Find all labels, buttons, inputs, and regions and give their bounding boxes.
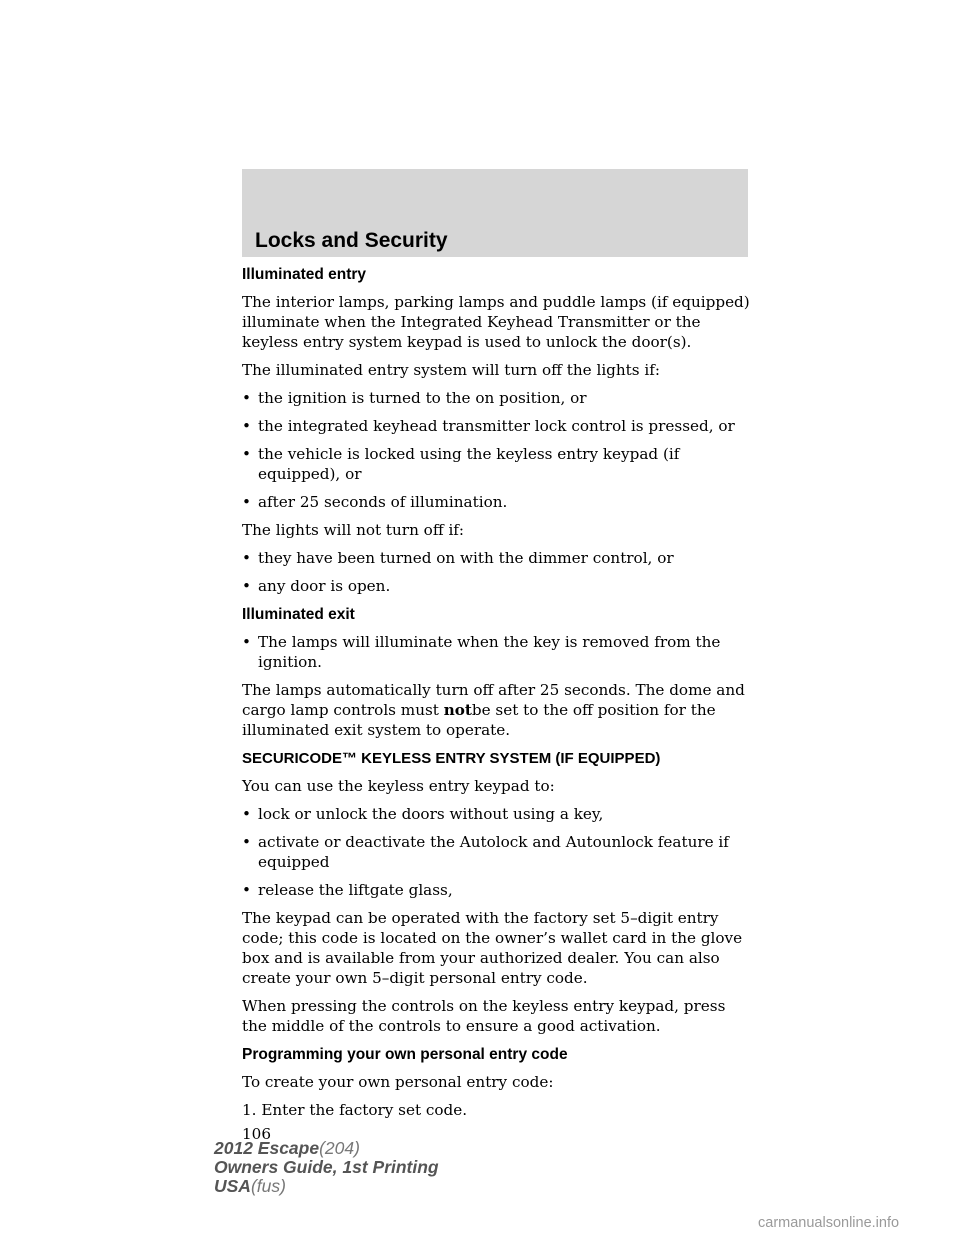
illuminated-entry-not-off-list: [242, 548, 752, 596]
exit-para-before: The lamps automatically turn off after 25 seconds. The dome and cargo lamp controls must: [242, 681, 745, 719]
footer-printing: Owners Guide, 1st Printing: [214, 1157, 439, 1177]
footer-market-code: (fus): [250, 1176, 286, 1196]
list-item: • they have been turned on with the dimmer control, or: [242, 548, 752, 568]
footer-model: 2012 Escape: [214, 1138, 320, 1158]
watermark: carmanualsonline.info: [758, 1215, 900, 1231]
illuminated-entry-intro: The interior lamps, parking lamps and puddle lamps (if equipped) illuminate when the Integrated Keyhead Transmitter or the keyless entry system keypad is used to unlock the door(s).: [242, 293, 750, 351]
exit-para-bold: not: [443, 701, 472, 719]
section-header-band: [242, 169, 748, 257]
securicode-intro: You can use the keyless entry keypad to:: [242, 777, 555, 795]
list-item: • the integrated keyhead transmitter lock control is pressed, or: [242, 416, 752, 436]
list-item: • lock or unlock the doors without using a key,: [242, 804, 752, 824]
programming-step-1: 1. Enter the factory set code.: [242, 1101, 468, 1119]
page-content: [242, 264, 752, 1144]
list-item: • after 25 seconds of illumination.: [242, 492, 752, 512]
securicode-paragraph-2: When pressing the controls on the keyless entry keypad, press the middle of the controls to ensure a good activation.: [242, 997, 726, 1035]
list-item: • The lamps will illuminate when the key is removed from the ignition.: [242, 632, 752, 672]
list-item: • activate or deactivate the Autolock and Autounlock feature if equipped: [242, 832, 752, 872]
list-item: • the ignition is turned to the on position, or: [242, 388, 752, 408]
section-title: Locks and Security: [255, 229, 448, 252]
list-item: • release the liftgate glass,: [242, 880, 752, 900]
exit-para-after: be set to the off position for the illuminated exit system to operate.: [242, 701, 716, 739]
illuminated-entry-off-if: The illuminated entry system will turn off the lights if:: [242, 361, 660, 379]
illuminated-entry-heading: Illuminated entry: [242, 266, 367, 283]
securicode-heading: SECURICODE™ KEYLESS ENTRY SYSTEM (IF EQUIPPED): [242, 750, 661, 767]
illuminated-exit-heading: Illuminated exit: [242, 606, 355, 623]
illuminated-entry-off-list: [242, 388, 752, 512]
illuminated-exit-paragraph: [242, 680, 752, 740]
footer-model-code: (204): [319, 1138, 360, 1158]
footer-market: USA: [214, 1176, 251, 1196]
illuminated-entry-not-off-if: The lights will not turn off if:: [242, 521, 465, 539]
illuminated-exit-list: [242, 632, 752, 672]
securicode-list: [242, 804, 752, 900]
list-item: • any door is open.: [242, 576, 752, 596]
programming-heading: Programming your own personal entry code: [242, 1046, 568, 1063]
document-footer: [214, 1139, 439, 1196]
list-item: • the vehicle is locked using the keyless entry keypad (if equipped), or: [242, 444, 752, 484]
securicode-paragraph-1: The keypad can be operated with the factory set 5–digit entry code; this code is located on the owner’s wallet card in the glove box and is available from your authorized dealer. You can also create your own 5–digit personal entry code.: [242, 909, 743, 987]
page-number: 106: [242, 1125, 271, 1143]
programming-intro: To create your own personal entry code:: [242, 1073, 554, 1091]
